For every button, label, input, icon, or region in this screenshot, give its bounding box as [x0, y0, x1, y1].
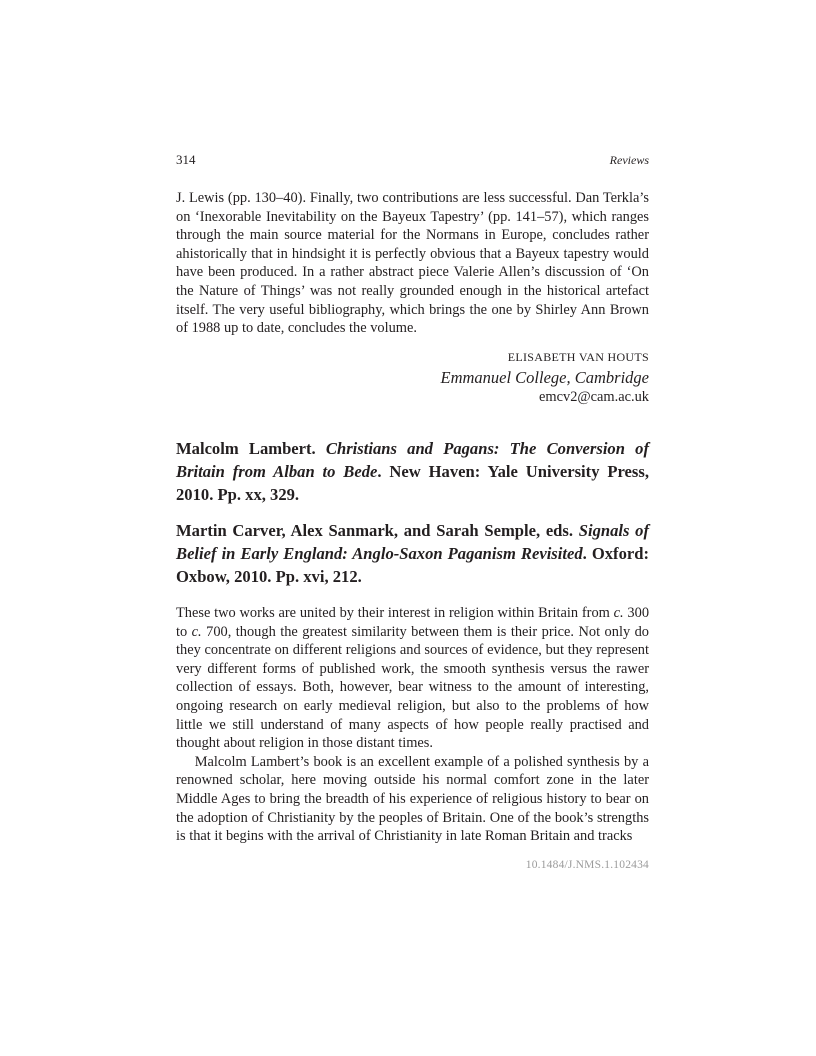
review-paragraph: Malcolm Lambert’s book is an excellent example of a polished synthesis by a renowned scholar, here moving outside his normal comfort zone in the later Middle Ages to bring the breadth of his experience of religious history to bear on the adoption of Christianity by the peoples of Britain. One of the book’s strengths is that it begins with the arrival of Christianity in late Roman Britain and tracks [176, 753, 649, 845]
circa-abbreviation: c. [613, 605, 624, 621]
citation-publication: . Oxford: Oxbow, 2010. Pp. xvi, 212. [176, 544, 649, 587]
circa-abbreviation: c. [191, 623, 202, 640]
citation-authors: Martin Carver, Alex Sanmark, and Sarah Semple, eds. [176, 521, 574, 540]
reviewer-email: emcv2@cam.ac.uk [539, 389, 649, 405]
review-text: These two works are united by their interest in religion within Britain from [176, 605, 614, 621]
citation-publication: . New Haven: Yale University Press, 2010. Pp. xx, 329. [176, 462, 649, 505]
book-citation [176, 519, 649, 589]
page-number: 314 [176, 152, 196, 167]
citation-title: Signals of Belief in Early England: Anglo-Saxon Paganism Revisited [176, 521, 650, 564]
journal-page [176, 0, 649, 1056]
reviewer-signature [440, 348, 649, 407]
citation-title: Christians and Pagans: The Conversion of Britain from Alban to Bede [176, 439, 649, 482]
book-citation [176, 437, 649, 507]
review-text: 700, though the greatest similarity between them is their price. Not only do they concentrate on different religions and sources of evidence, but they represent very different forms of published work, the smooth synthesis versus the rawer collection of essays. Both, however, bear witness to the amount of interesting, ongoing research on early medieval religion, but also to the problems of how little we still understand of many aspects of how people really practised and thought about religion in those distant times. [176, 623, 649, 752]
running-head [176, 151, 649, 169]
reviewer-name: ELISABETH VAN HOUTS [507, 350, 649, 364]
section-title: Reviews [609, 153, 649, 167]
review-paragraph [176, 604, 649, 753]
reviewer-affiliation: Emmanuel College, Cambridge [440, 368, 649, 387]
doi-footer[interactable]: 10.1484/J.NMS.1.102434 [525, 859, 649, 871]
citation-authors: Malcolm Lambert. [176, 439, 316, 458]
review-body [176, 604, 649, 846]
previous-review-closing-paragraph: J. Lewis (pp. 130–40). Finally, two contributions are less successful. Dan Terkla’s on ‘Inexorable Inevitability on the Bayeux Tapestry’ (pp. 141–57), which ranges through the main source material for the Normans in Europe, concludes rather ahistorically that in hindsight it is perfectly obvious that a Bayeux tapestry would have been produced. In a rather abstract piece Valerie Allen’s discussion of ‘On the Nature of Things’ was not really grounded enough in the historical artefact itself. The very useful bibliography, which brings the one by Shirley Ann Brown of 1988 up to date, concludes the volume. [176, 190, 649, 337]
review-text: 300 to [176, 605, 650, 640]
